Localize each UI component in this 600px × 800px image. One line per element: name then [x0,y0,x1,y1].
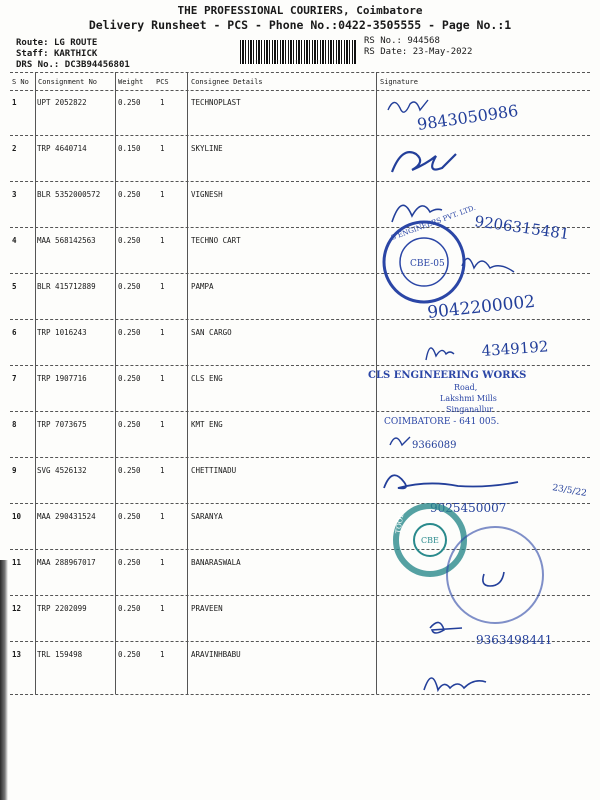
cls-line-4: Singanallur [446,405,494,414]
row-pcs: 1 [160,466,165,475]
row-pcs: 1 [160,558,165,567]
table-row [0,466,600,512]
table-row [0,558,600,604]
date-row-9: 23/5/22 [551,483,588,499]
row-pcs: 1 [160,512,165,521]
row-consignment: UPT 2052822 [37,98,87,107]
header-sno: S No [12,78,29,86]
phone-row-6: 4349192 [481,337,549,360]
table-row [0,144,600,190]
row-sno: 1 [12,98,17,107]
row-rule [10,457,590,458]
row-rule [10,181,590,182]
cls-line-2: Road, [454,383,478,392]
row-consignment: BLR 415712889 [37,282,96,291]
row-consignee: VIGNESH [191,190,223,199]
drs-label: DRS No.: [16,60,60,70]
row-weight: 0.250 [118,466,141,475]
row-sno: 10 [12,512,22,521]
row-rule [10,135,590,136]
stamp-center-text: CBE-05 [410,259,445,269]
row-rule [10,319,590,320]
table-row [0,650,600,696]
row-weight: 0.250 [118,328,141,337]
row-sno: 11 [12,558,22,567]
row-weight: 0.250 [118,374,141,383]
row-consignee: BANARASWALA [191,558,241,567]
header-consignee: Consignee Details [191,78,263,86]
row-consignee: PRAVEEN [191,604,223,613]
row-consignment: SVG 4526132 [37,466,87,475]
row-sno: 8 [12,420,17,429]
company-title: THE PROFESSIONAL COURIERS, Coimbatore [177,4,423,17]
row-sno: 9 [12,466,17,475]
row-weight: 0.150 [118,144,141,153]
rs-number: RS No.: 944568 [364,36,440,46]
table-row [0,328,600,374]
row-weight: 0.250 [118,282,141,291]
cls-line-5: COIMBATORE - 641 005. [384,417,500,427]
row-consignment: MAA 568142563 [37,236,96,245]
row-sno: 2 [12,144,17,153]
row-pcs: 1 [160,374,165,383]
row-pcs: 1 [160,190,165,199]
staff-label: Staff: [16,49,49,59]
phone-row-5: 9042200002 [426,291,537,323]
row-pcs: 1 [160,236,165,245]
row-pcs: 1 [160,328,165,337]
route-value: LG ROUTE [53,38,98,48]
row-pcs: 1 [160,420,165,429]
row-consignment: TRP 1907716 [37,374,87,383]
header-signature: Signature [380,78,418,86]
row-rule [10,365,590,366]
row-rule [10,503,590,504]
row-weight: 0.250 [118,98,141,107]
staff-value: KARTHICK [53,49,98,59]
tools-center-text: CBE [421,536,439,545]
barcode [240,40,356,64]
row-pcs: 1 [160,282,165,291]
table-row [0,282,600,328]
row-weight: 0.250 [118,236,141,245]
row-consignment: MAA 288967017 [37,558,96,567]
row-rule [10,273,590,274]
header-bottom-rule [10,90,590,91]
phone-row-12: 9363498441 [476,633,553,647]
row-pcs: 1 [160,604,165,613]
table-row [0,190,600,236]
row-consignee: TECHNO CART [191,236,241,245]
row-consignee: ARAVINHBABU [191,650,241,659]
row-rule [10,549,590,550]
drs-line [16,59,130,71]
row-consignment: TRP 4640714 [37,144,87,153]
table-row [0,98,600,144]
row-consignee: KMT ENG [191,420,223,429]
header-pcs: PCS [156,78,169,86]
rs-date: RS Date: 23-May-2022 [364,47,473,57]
row-consignee: SARANYA [191,512,223,521]
row-consignee: PAMPA [191,282,214,291]
row-consignee: SKYLINE [191,144,223,153]
row-weight: 0.250 [118,190,141,199]
row-rule [10,227,590,228]
cls-line-1: CLS ENGINEERING WORKS [368,370,527,381]
row-sno: 6 [12,328,17,337]
cls-line-3: Lakshmi Mills [440,394,497,403]
row-sno: 7 [12,374,17,383]
row-sno: 3 [12,190,17,199]
stamp-ring-text: S ENGINEERS PVT. LTD. [389,203,477,242]
runsheet-title: Delivery Runsheet - PCS - Phone No.:0422-3505555 - Page No.:1 [88,18,512,32]
header-consignment: Consignment No [38,78,98,86]
row-rule [10,641,590,642]
table-row [0,236,600,282]
row-weight: 0.250 [118,512,141,521]
table-top-rule [10,72,590,73]
route-label: Route: [16,38,49,48]
row-sno: 12 [12,604,22,613]
tools-ring-text: TOOLS [394,507,407,535]
row-consignee: SAN CARGO [191,328,232,337]
phone-row-8: 9366089 [412,440,457,451]
row-consignment: BLR 5352000572 [37,190,101,199]
row-rule [10,411,590,412]
row-consignment: MAA 290431524 [37,512,96,521]
row-weight: 0.250 [118,604,141,613]
row-consignment: TRL 159498 [37,650,83,659]
drs-value: DC3B94456801 [64,60,130,70]
row-consignee: CHETTINADU [191,466,237,475]
phone-row-1: 9843050986 [415,100,520,134]
table-row [0,604,600,650]
header-weight: Weight [118,78,144,86]
phone-row-9: 9025450007 [430,501,507,515]
row-pcs: 1 [160,98,165,107]
row-rule [10,595,590,596]
row-sno: 13 [12,650,22,659]
row-pcs: 1 [160,144,165,153]
row-consignee: CLS ENG [191,374,223,383]
table-row [0,420,600,466]
row-consignment: TRP 2202099 [37,604,87,613]
phone-row-3: 9206315481 [473,212,571,244]
row-weight: 0.250 [118,558,141,567]
row-weight: 0.250 [118,420,141,429]
row-sno: 5 [12,282,17,291]
row-pcs: 1 [160,650,165,659]
row-weight: 0.250 [118,650,141,659]
table-row [0,374,600,420]
table-row [0,512,600,558]
row-consignment: TRP 7073675 [37,420,87,429]
row-sno: 4 [12,236,17,245]
table-bottom-rule [10,694,590,695]
row-consignment: TRP 1016243 [37,328,87,337]
row-consignee: TECHNOPLAST [191,98,241,107]
